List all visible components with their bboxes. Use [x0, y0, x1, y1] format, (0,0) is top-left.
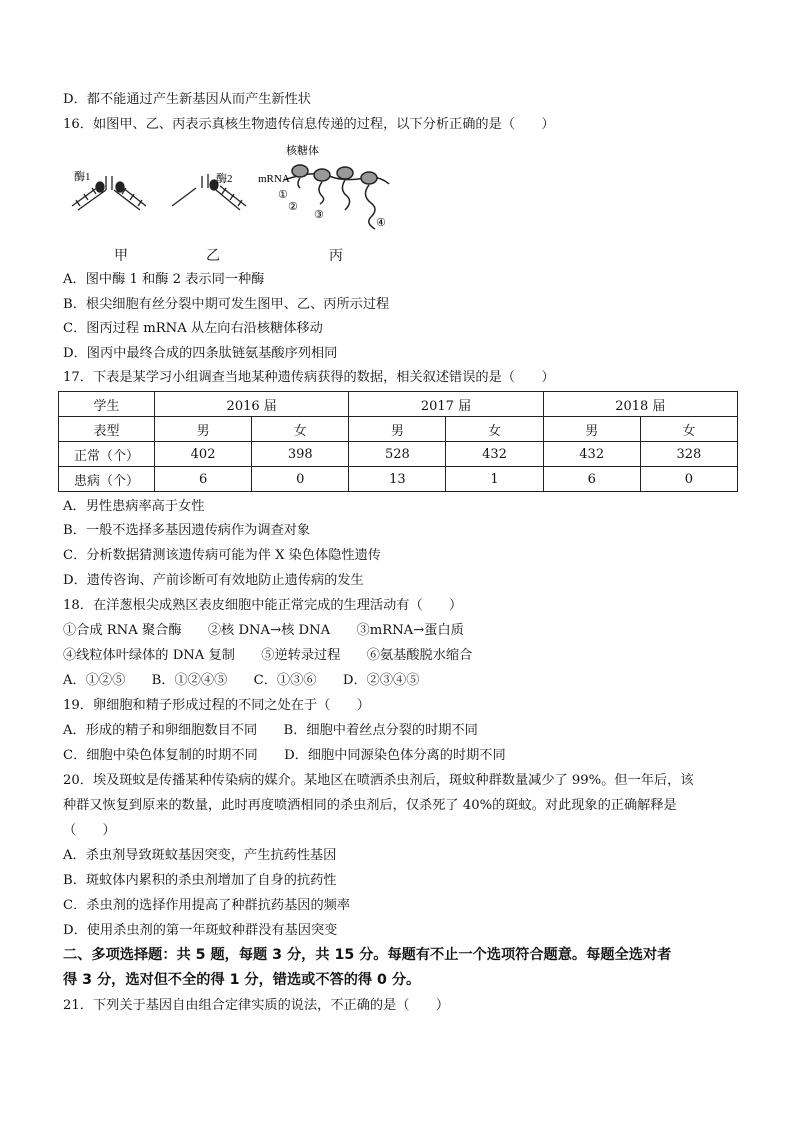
- ribosome-label: 核糖体: [286, 145, 319, 157]
- q17-stem: 17．下表是某学习小组调查当地某种遗传病获得的数据，相关叙述错误的是（ ）: [63, 370, 555, 385]
- q15-option-d: D．都不能通过产生新基因从而产生新性状: [63, 92, 311, 107]
- table-row: [59, 442, 738, 467]
- table-cell: 402: [155, 442, 252, 467]
- table-cell: 432: [543, 442, 640, 467]
- q19-options-ab: A．形成的精子和卵细胞数目不同 B．细胞中着丝点分裂的时期不同: [63, 723, 478, 738]
- q18-items-2: ④线粒体叶绿体的 DNA 复制 ⑤逆转录过程 ⑥氨基酸脱水缩合: [63, 648, 473, 663]
- q20-option-a: A．杀虫剂导致斑蚊基因突变，产生抗药性基因: [63, 848, 337, 863]
- enzyme2-label: 酶2: [216, 173, 233, 185]
- table-cell: 13: [349, 467, 446, 492]
- year-2016: 2016 届: [155, 392, 349, 417]
- q18-stem: 18．在洋葱根尖成熟区表皮细胞中能正常完成的生理活动有（ ）: [63, 598, 463, 613]
- table-row: [59, 467, 738, 492]
- q21-stem: 21．下列关于基因自由组合定律实质的说法，不正确的是（ ）: [63, 998, 450, 1013]
- q19-stem: 19．卵细胞和精子形成过程的不同之处在于（ ）: [63, 698, 370, 713]
- sex-cell: 男: [543, 417, 640, 442]
- q17-option-c: C．分析数据猜测该遗传病可能为伴 X 染色体隐性遗传: [63, 548, 381, 563]
- q20-stem-3: （ ）: [63, 823, 116, 838]
- q20-option-b: B．斑蚊体内累积的杀虫剂增加了自身的抗药性: [63, 873, 337, 888]
- header-student: 学生: [59, 392, 155, 417]
- q16-option-a: A．图中酶 1 和酶 2 表示同一种酶: [63, 272, 265, 287]
- enzyme1-label: 酶1: [74, 171, 91, 183]
- q17-option-d: D．遗传咨询、产前诊断可有效地防止遗传病的发生: [63, 573, 364, 588]
- q16-option-d: D．图丙中最终合成的四条肽链氨基酸序列相同: [63, 346, 338, 361]
- dna-process-figure: [64, 140, 404, 240]
- table-cell: 328: [640, 442, 737, 467]
- sex-cell: 女: [446, 417, 543, 442]
- table-cell: 0: [640, 467, 737, 492]
- table-cell: 432: [446, 442, 543, 467]
- label-circ2: ②: [288, 201, 298, 213]
- q16-option-b: B．根尖细胞有丝分裂中期可发生图甲、乙、丙所示过程: [63, 297, 390, 312]
- q17-option-a: A．男性患病率高于女性: [63, 499, 205, 514]
- figure-label-jia: 甲: [114, 248, 128, 264]
- q16-stem: 16．如图甲、乙、丙表示真核生物遗传信息传递的过程，以下分析正确的是（ ）: [63, 117, 555, 132]
- q18-options: A．①②⑤ B．①②④⑤ C．①③⑥ D．②③④⑤: [63, 673, 420, 688]
- q20-stem-1: 20．埃及斑蚊是传播某种传染病的媒介。某地区在喷洒杀虫剂后，斑蚊种群数量减少了 99%。但一年后，该: [63, 773, 694, 788]
- label-circ3: ③: [314, 209, 324, 221]
- q20-option-d: D．使用杀虫剂的第一年斑蚊种群没有基因突变: [63, 923, 338, 938]
- section2-heading-1: 二、多项选择题：共 5 题，每题 3 分，共 15 分。每题有不止一个选项符合题意。每题全选对者: [63, 947, 672, 963]
- q17-option-b: B．一般不选择多基因遗传病作为调查对象: [63, 523, 311, 538]
- table-cell: 1: [446, 467, 543, 492]
- header-type: 表型: [59, 417, 155, 442]
- section2-heading-2: 得 3 分，选对但不全的得 1 分，错选或不答的得 0 分。: [63, 972, 421, 988]
- sex-cell: 女: [640, 417, 737, 442]
- sex-cell: 男: [349, 417, 446, 442]
- figure-bing: [284, 165, 389, 229]
- sex-cell: 女: [252, 417, 349, 442]
- label-circ1: ①: [278, 189, 288, 201]
- row-label: 正常（个）: [59, 442, 155, 467]
- figure-yi: [172, 174, 246, 210]
- year-2017: 2017 届: [349, 392, 543, 417]
- table-cell: 0: [252, 467, 349, 492]
- sex-cell: 男: [155, 417, 252, 442]
- q19-options-cd: C．细胞中染色体复制的时期不同 D．细胞中同源染色体分离的时期不同: [63, 748, 506, 763]
- figure-label-yi: 乙: [206, 248, 220, 264]
- survey-table: [58, 391, 738, 492]
- label-circ4: ④: [376, 217, 386, 229]
- table-cell: 6: [543, 467, 640, 492]
- year-2018: 2018 届: [543, 392, 737, 417]
- table-cell: 398: [252, 442, 349, 467]
- q20-stem-2: 种群又恢复到原来的数量，此时再度喷洒相同的杀虫剂后，仅杀死了 40%的斑蚊。对此现象的正确解释是: [63, 798, 677, 813]
- q18-items-1: ①合成 RNA 聚合酶 ②核 DNA→核 DNA ③mRNA→蛋白质: [63, 623, 464, 638]
- mrna-label: mRNA: [258, 173, 290, 185]
- table-cell: 6: [155, 467, 252, 492]
- table-cell: 528: [349, 442, 446, 467]
- q16-option-c: C．图丙过程 mRNA 从左向右沿核糖体移动: [63, 321, 323, 336]
- row-label: 患病（个）: [59, 467, 155, 492]
- q20-option-c: C．杀虫剂的选择作用提高了种群抗药基因的频率: [63, 898, 351, 913]
- figure-label-bing: 丙: [329, 248, 343, 264]
